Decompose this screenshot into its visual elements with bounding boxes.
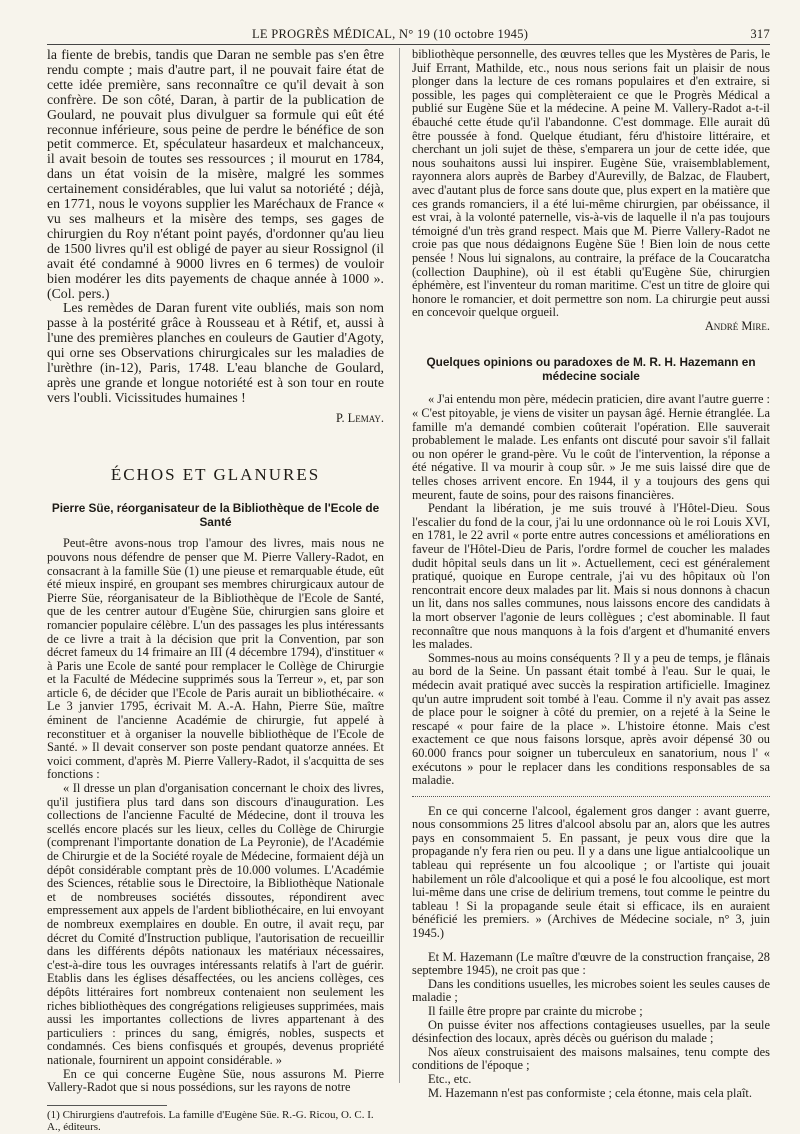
paragraph: Peut-être avons-nous trop l'amour des livres, mais nous ne pouvons nous défendre de penser que M. Pierre Vallery-Radot, en consacrant à la famille Süe (1) une pieuse et remarquable étude, eût été mieux inspiré, en groupant ses membres chirurgicaux autour de Pierre Süe, réorganisateur de la Bibliothèque de l'Ecole de Santé, que de les centrer autour d'Eugène Süe, chirurgien sans gloire et romancier populaire célèbre. L'un des passages les plus intéressants de ce livre a trait à la décision que prit la Convention, par son décret fameux du 14 frimaire an III (4 décembre 1794), d'instituer « à Paris une Ecole de santé pour remplacer le Collège de Chirurgie et la Faculté de Médecine supprimés sous la Terreur », et, par son article 6, de décider que l'Ecole de Paris aurait un bibliothécaire. « Le 3 janvier 1795, écrivait M. A.-A. Hahn, Pierre Süe, maître éminent de l'ancienne Académie de chirurgie, fut appelé à reconstituer et à organiser la nouvelle bibliothèque de l'Ecole de Santé. » Il devait conserver son poste pendant quatorze années. Et voici comment, d'après M. Pierre Vallery-Radot, il s'acquitta de ses fonctions :: [47, 536, 384, 782]
dotted-separator: [412, 791, 770, 797]
page-header: [47, 0, 770, 44]
right-column: [412, 47, 770, 1100]
paragraph: Les remèdes de Daran furent vite oubliés, mais son nom passe à la postérité grâce à Rousseau et à Rétif, et, aussi à l'une des premières planches en couleurs de Gautier d'Agoty, qui orne ses Observations chirurgicales sur les maladies de l'urèthre (in-12), Paris, 1748. L'eau blanche de Goulard, après une grande et longue notoriété est à son tour en route vers l'oubli. Vicissitudes humaines !: [47, 300, 384, 405]
paragraph: Sommes-nous au moins conséquents ? Il y a peu de temps, je flânais au bord de la Seine. Un passant était tombé à l'eau. Sur le quai, le médecin avait pratiqué avec succès la respiration artificielle. Imaginez qu'un autre imprudent soit tombé à l'eau. Comme il n'y avait pas assez de place pour le soigner à côté du premier, on a rejeté à la Seine le rescapé « pour faire de la place ». L'histoire étonne. Mais c'est exactement ce que nous faisons lorsque, après avoir dépensé 30 ou 60.000 francs pour soigner un tuberculeux en sanatorium, nous l' « exécutons » pour le replacer dans les conditions responsables de sa maladie.: [412, 650, 770, 788]
columns: [47, 47, 770, 1134]
paragraph: En ce qui concerne l'alcool, également gros danger : avant guerre, nous consommions 25 litres d'alcool absolu par an, alors que les autres pays en consommaient 5. En passant, je peux vous dire que la propagande n'y fera rien ou peu. Il y a dans une ligue antialcoolique un tableau qui représente un fou alcoolique ; or l'artiste qui jouait habilement un rôle d'alcoolique et qui a posé le fou alcoolique, est mort lui-même dans une crise de delirium tremens, tout comme le peintre du tableau ! Si la propagande seule était si efficace, ils en auraient bénéficié les premiers. » (Archives de Médecine sociale, n° 3, juin 1945.): [412, 803, 770, 941]
column-divider: [399, 48, 400, 1083]
paragraph: M. Hazemann n'est pas conformiste ; cela étonne, mais cela plaît.: [428, 1085, 752, 1100]
article-title: Quelques opinions ou paradoxes de M. R. H. Hazemann en médecine sociale: [426, 355, 756, 384]
paragraph: « Il dresse un plan d'organisation concernant le choix des livres, qu'il justifiera plus tard dans son discours d'inauguration. Les collections de l'ancienne Faculté de Médecine, dont il trouva les scellés encore placés sur les lieux, celles du Collège de Chirurgie (comprenant l'importante donation de La Peyronie), de l'Académie de Chirurgie et de la Société royale de Médecine, formaient déjà un dépôt considérable comptant près de 10.000 volumes. L'Académie des Sciences, rétablie sous le Directoire, la Bibliothèque Nationale et de nombreuses sociétés dissoutes, répondirent avec empressement aux appels de l'ardent bibliothécaire, en lui envoyant de nombreux exemplaires en double. En outre, il avait reçu, par décret du Comité d'Instruction publique, l'autorisation de recueillir dans les différents dépôts nationaux les matériaux nécessaires, c'est-à-dire tous les ouvrages intéressants relatifs à l'art de guérir. Etablis dans les églises désaffectées, ou les anciens collèges, ces dépôts littéraires fort nombreux contenaient non seulement les riches bibliothèques des congrégations religieuses supprimées, mais aussi les importantes collections de livres appartenant à des particuliers : princes du sang, émigrés, nobles, suspects et condamnés. Ces biens confisqués et groupés, devenus propriété nationale, fournirent un appoint considérable. »: [47, 781, 384, 1067]
section-title: ÉCHOS ET GLANURES: [110, 465, 321, 485]
list-item: On puisse éviter nos affections contagieuses usuelles, par la seule désinfection des locaux, après décès ou guérison du malade ;: [412, 1017, 770, 1046]
footnote-rule: [47, 1105, 167, 1106]
paragraph: En ce qui concerne Eugène Süe, nous assurons M. Pierre Vallery-Radot que si nous possédions, sur les rayons de notre: [47, 1066, 384, 1095]
signature: P. Lemay.: [335, 410, 384, 425]
list-item: Il faille être propre par crainte du microbe ;: [428, 1004, 643, 1018]
header-rule: [47, 44, 770, 45]
paragraph: la fiente de brebis, tandis que Daran ne semble pas s'en être rendu compte ; mais d'autre part, il ne pouvait faire état de cette idée première, sans reconnaître ce qu'il devait à son confrère. De son côté, Daran, à partir de la publication de Goulard, ne pouvait plus divulguer sa formule qui eût été reconnue inférieure, sous peine de perdre le bénéfice de son petit commerce. Et, spéculateur hasardeux et malchanceux, il avait besoin de toutes ses ressources ; il mourut en 1784, dans un état voisin de la misère, malgré les sommes certainement considérables, que lui valut sa notoriété ; déjà, en 1771, nous le voyons supplier les Maréchaux de France « vu ses malheurs et la misère des temps, ses gages de chirurgien du Roy n'étant point payés, d'ordonner qu'au lieu de 1500 livres qu'il est obligé de payer au sieur Rossignol (il avait été condamné à 9000 livres en 6 termes) de vouloir bien modérer les dits payements de chaque année à 1000 ». (Col. pers.): [47, 47, 384, 301]
paragraph: Pendant la libération, je me suis trouvé à l'Hôtel-Dieu. Sous l'escalier du fond de la cour, j'ai lu une ordonnance où le roi Louis XVI, en 1781, le 22 avril « porte entre autres concessions et améliorations en faveur de l'Hôtel-Dieu de Paris, l'ordre formel de coucher les malades dudit hôpital seuls dans un lit ». Actuellement, ceci est généralement pratiqué, quoique en Europe centrale, j'ai vu des hôpitaux où l'on rencontrait encore deux malades par lit. Mais si nous donnons à chacun un lit, dans nos salles communes, nous laissons encore des candidats à la mort observer l'agonie de leurs collègues ; c'est abominable. Il faut reconnaître que nous manquons à la fois d'argent et d'humanité envers les malades.: [412, 501, 770, 652]
list-item: Dans les conditions usuelles, les microbes soient les seules causes de maladie ;: [412, 976, 770, 1005]
paragraph: bibliothèque personnelle, des œuvres telles que les Mystères de Paris, le Juif Errant, Mathilde, etc., nous nous serions fait un plaisir de nous plonger dans la lecture de ces romans populaires et d'en extraire, si possible, les pages qui complèteraient ce que le Progrès Médical a publié sur Eugène Süe et la médecine. A peine M. Vallery-Radot a-t-il ébauché cette étude qu'il l'abandonne. C'est dommage. Elle aurait dû être poussée à fond. Quelque étudiant, féru d'histoire littéraire, et cherchant un joli sujet de thèse, s'emparera un jour de cette idée, que nous souhaitons aussi lui inspirer. Eugène Süe, vraisemblablement, rayonnera alors auprès de Barbey d'Aurevilly, de Balzac, de Flaubert, avec d'autant plus de force sans doute que, plus expert en la matière que ces grands romanciers, il a été lui-même chirurgien, par obéissance, il est vrai, à la volonté paternelle, vis-à-vis de laquelle il n'a pas toujours témoigné d'un très grand respect. Mais que M. Pierre Vallery-Radot ne croie pas que nous dédaignons Eugène Süe ! Bien loin de nous cette pensée ! Nous lui signalons, au contraire, la préface de la Coucaratcha (collection Dauphine), où il est établi qu'Eugène Süe, chirurgien éphémère, est l'inventeur du roman maritime. C'est un titre de gloire qui honore le romancier, et doit permettre son nom. La chirurgie peut aussi en concevoir quelque orgueil.: [412, 47, 770, 320]
footnote: (1) Chirurgiens d'autrefois. La famille d'Eugène Süe. R.-G. Ricou, O. C. I. A., éditeurs.: [47, 1108, 374, 1134]
article-title: Pierre Süe, réorganisateur de la Bibliothèque de l'Ecole de Santé: [51, 501, 380, 530]
signature: André Mire.: [704, 318, 770, 333]
paragraph: Et M. Hazemann (Le maître d'œuvre de la construction française, 28 septembre 1945), ne croit pas que :: [412, 949, 770, 978]
list-item: Nos aïeux construisaient des maisons malsaines, tenu compte des conditions de l'époque ;: [412, 1044, 770, 1073]
running-head: LE PROGRÈS MÉDICAL, N° 19 (10 octobre 1945): [252, 27, 529, 41]
left-column: [47, 47, 384, 1134]
page-number: 317: [750, 27, 770, 41]
paragraph: « J'ai entendu mon père, médecin praticien, dire avant l'autre guerre : « C'est pitoyable, je viens de visiter un paysan âgé. Hernie étranglée. La famille m'a demandé combien coûterait l'opération. Elle sauverait probablement le malade. Les enfants ont discuté pour savoir s'il fallait ou non opérer le grand-père. Vu le coût de l'intervention, la réponse a été négative. Il va mourir à coup sûr. » Je me suis laissé dire que de telles choses arrivent encore. En 1944, il y a toujours des gens qui meurent, faute de soins, pour des raisons financières.: [412, 392, 770, 502]
list-item: Etc., etc.: [428, 1071, 472, 1086]
